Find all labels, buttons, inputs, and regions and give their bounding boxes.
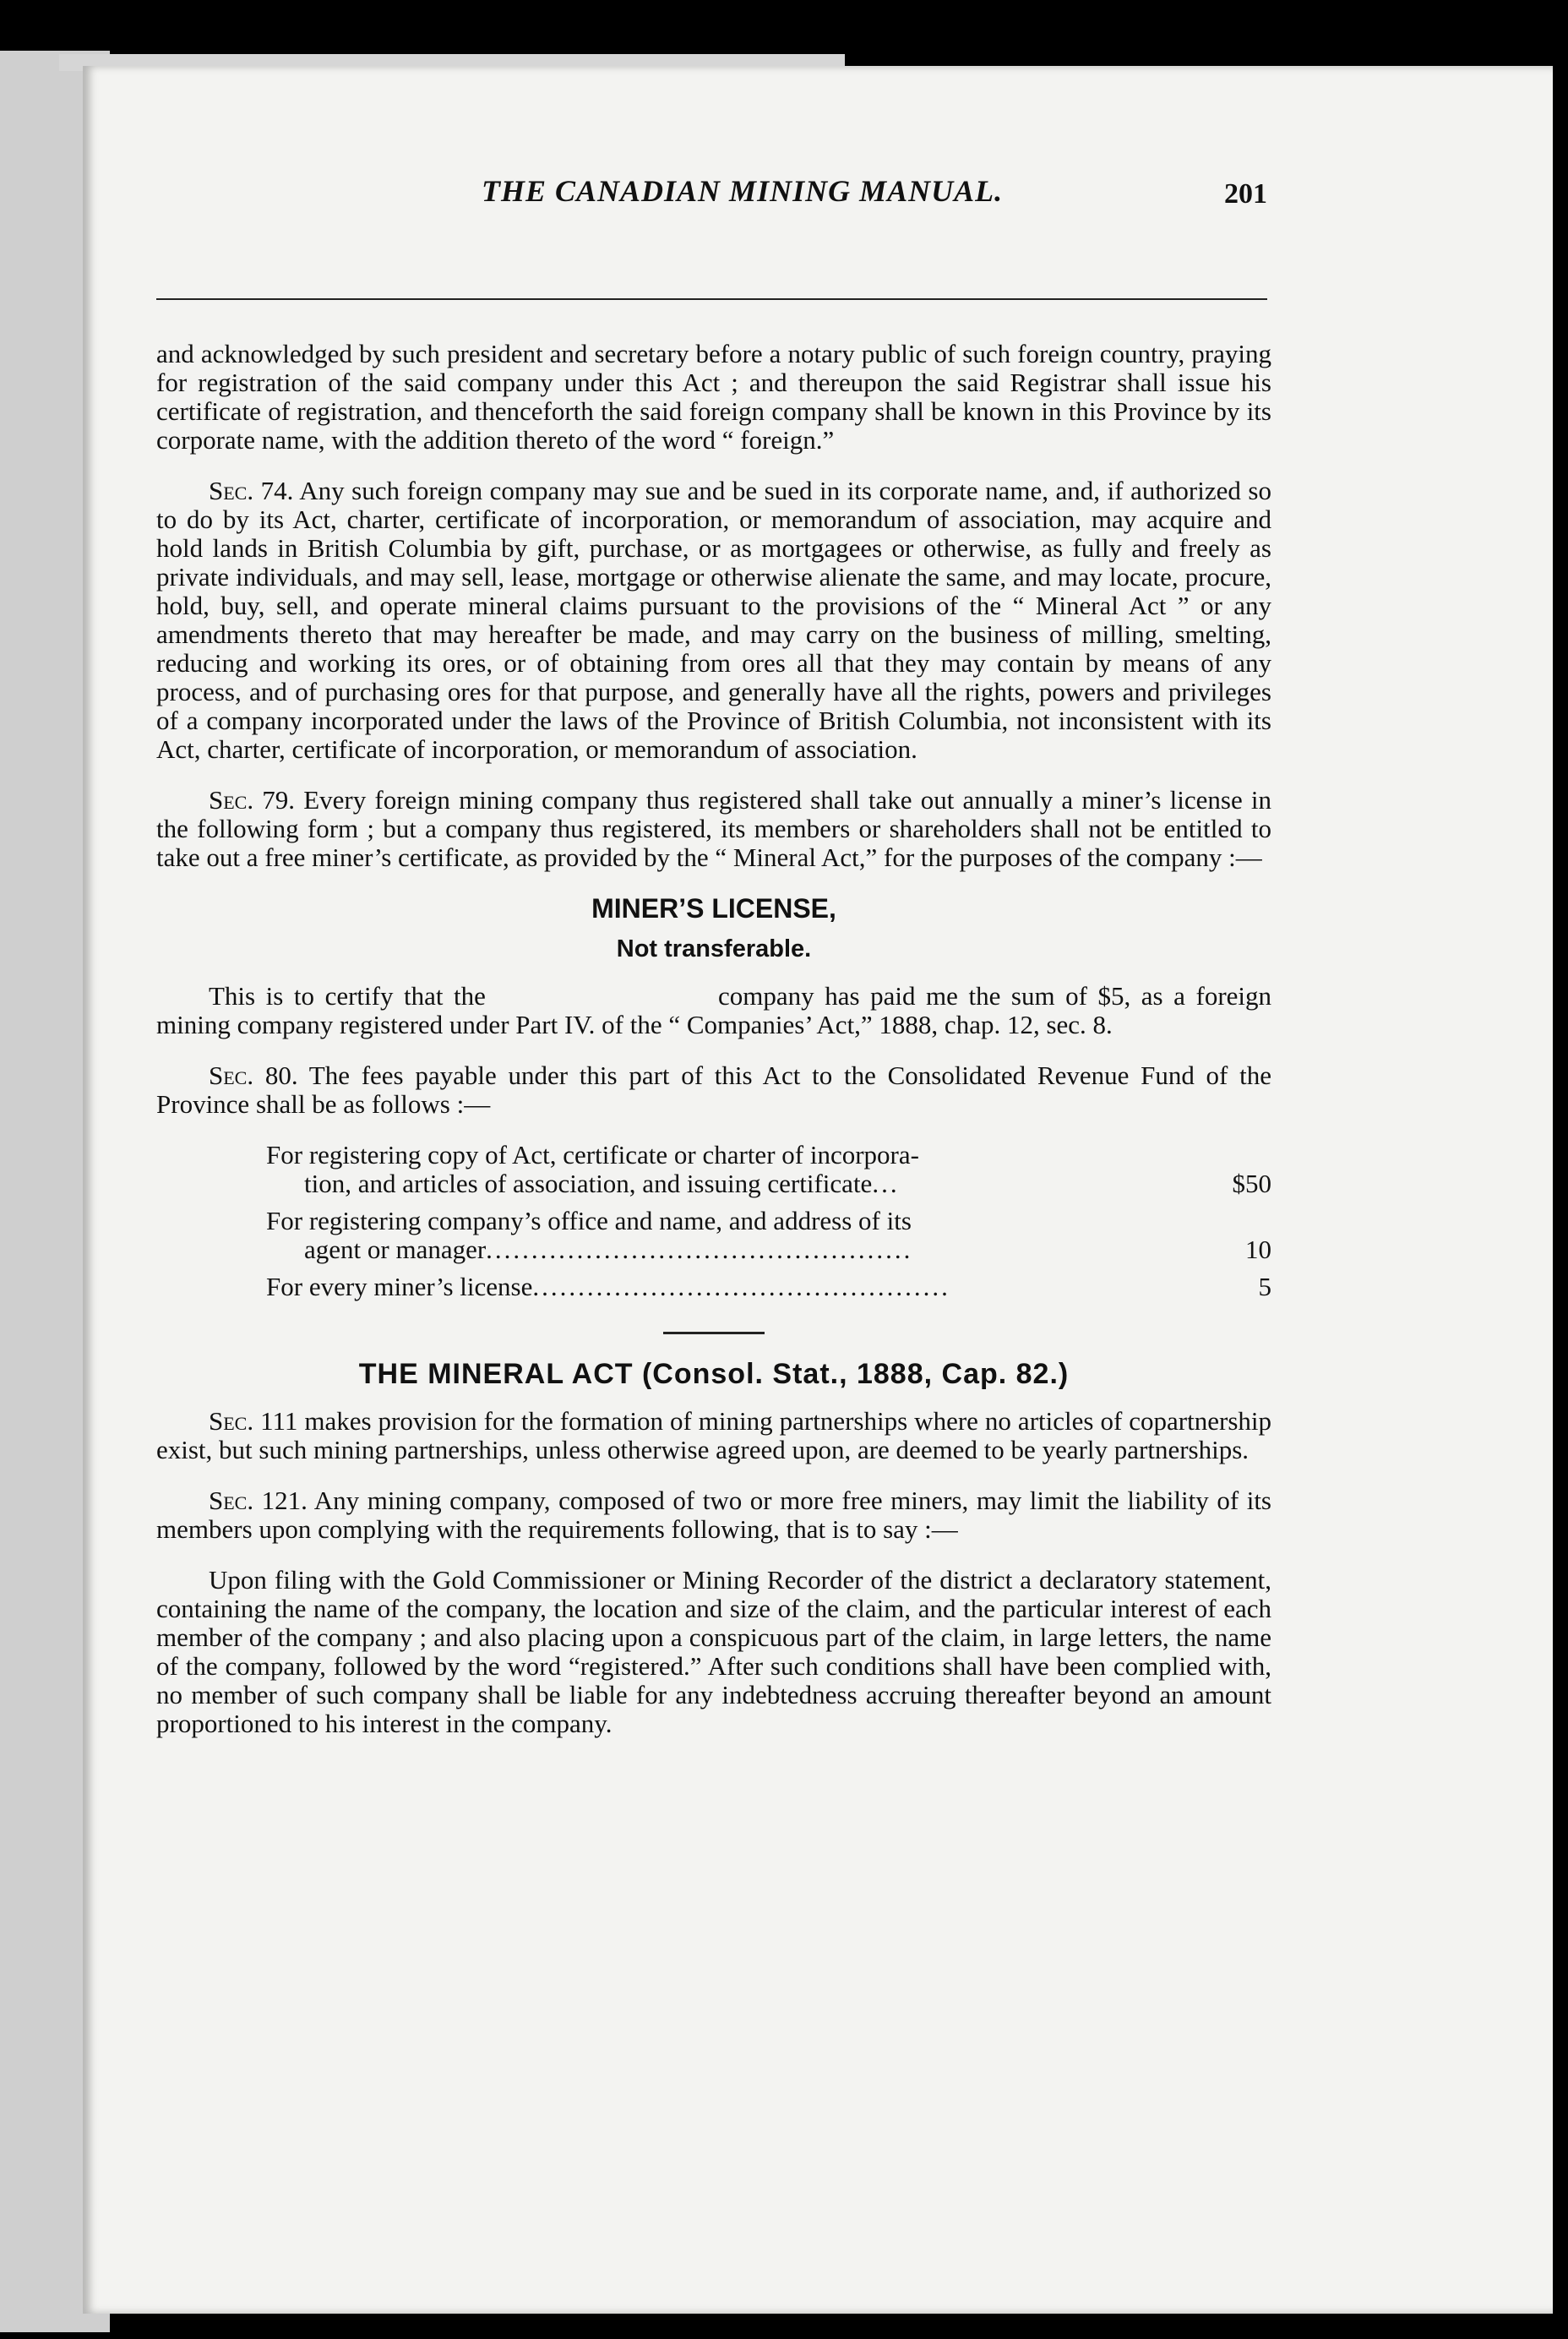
fee-line: For every miner’s license bbox=[266, 1272, 533, 1301]
fee-description bbox=[266, 1207, 1204, 1264]
fee-row bbox=[266, 1141, 1271, 1198]
fee-description bbox=[266, 1141, 1204, 1198]
license-text-a: This is to certify that the bbox=[209, 981, 486, 1011]
fee-row bbox=[266, 1273, 1271, 1301]
section-label: Sec. 80. bbox=[209, 1060, 298, 1090]
fee-line-text: tion, and articles of association, and issuing certificate bbox=[304, 1169, 873, 1198]
paragraph-continuation: and acknowledged by such president and secretary before a notary public of such foreign country, praying for registration of the said company under this Act ; and thereupon the said Registrar shall issue his certificate of registration, and thenceforth the said foreign company shall be known in this Province by its corporate name, with the addition thereto of the word “ foreign.” bbox=[156, 339, 1271, 455]
section-74 bbox=[156, 477, 1271, 764]
section-79 bbox=[156, 786, 1271, 872]
fee-line: For registering company’s office and name, and address of its bbox=[266, 1206, 912, 1235]
section-121 bbox=[156, 1486, 1271, 1544]
license-text-b: company has paid me the sum of $5, as a foreign mining company registered under Part IV. of the “ Companies’ Act,” 1888, chap. 12, sec. 8. bbox=[156, 981, 1272, 1039]
section-text: Any such foreign company may sue and be sued in its corporate name, and, if authorized so to do by its Act, charter, certificate of incorporation, or memorandum of association, may acquire and hold lands in British Columbia by gift, purchase, or as mortgagees or otherwise, as fully and freely as private individuals, and may sell, lease, mortgage or otherwise alienate the same, and may locate, procure, hold, buy, sell, and operate mineral claims pursuant to the provisions of the “ Mineral Act ” or any amendments thereto that may hereafter be made, and may carry on the business of milling, smelting, reducing and working its ores, or of obtaining from ores all that they may contain by means of any process, and of purchasing ores for that purpose, and generally have all the rights, powers and privileges of a company incorporated under the laws of the Province of British Columbia, not inconsistent with its Act, charter, certificate of incorporation, or memorandum of association. bbox=[156, 476, 1271, 764]
fee-amount: 10 bbox=[1245, 1235, 1271, 1264]
fee-line-continued bbox=[266, 1170, 1204, 1198]
page-header bbox=[156, 173, 1267, 224]
section-label: Sec. 121. bbox=[209, 1486, 308, 1515]
running-title: THE CANADIAN MINING MANUAL. bbox=[482, 174, 1004, 208]
final-paragraph: Upon filing with the Gold Commissioner or Mining Recorder of the district a declaratory statement, containing the name of the company, the location and size of the claim, and the particular interest of each member of the company ; and also placing upon a conspicuous part of the claim, in large letters, the name of the company, followed by the word “registered.” After such conditions shall have been complied with, no member of such company shall be liable for any indebtedness accruing thereafter beyond an amount proportioned to his interest in the company. bbox=[156, 1565, 1271, 1738]
section-80 bbox=[156, 1061, 1271, 1119]
fee-line-continued bbox=[266, 1235, 1204, 1264]
license-subheading: Not transferable. bbox=[616, 935, 812, 962]
fee-amount: 5 bbox=[1258, 1272, 1271, 1301]
fee-list bbox=[156, 1141, 1271, 1301]
page-body bbox=[156, 340, 1271, 1760]
page-number: 201 bbox=[1224, 178, 1267, 210]
fee-description bbox=[266, 1273, 1204, 1301]
section-label: Sec. 74. bbox=[209, 476, 294, 505]
section-label: Sec. 79. bbox=[209, 785, 296, 815]
section-text: The fees payable under this part of this Act to the Consolidated Revenue Fund of the Province shall be as follows :— bbox=[156, 1060, 1271, 1119]
license-text bbox=[156, 982, 1271, 1039]
section-111 bbox=[156, 1407, 1271, 1464]
section-label: Sec. 111 bbox=[209, 1406, 298, 1436]
dot-leader: ............................................... bbox=[486, 1235, 913, 1264]
mineral-act-heading: THE MINERAL ACT (Consol. Stat., 1888, Cap. 82.) bbox=[358, 1358, 1070, 1390]
license-heading: MINER’S LICENSE, bbox=[591, 893, 836, 924]
dot-leader: .............................................. bbox=[532, 1272, 950, 1301]
dot-leader: ... bbox=[872, 1169, 900, 1198]
fee-line-text: agent or manager bbox=[304, 1235, 487, 1264]
header-rule bbox=[156, 298, 1267, 300]
fee-line: For registering copy of Act, certificate or charter of incorpora- bbox=[266, 1140, 919, 1170]
section-divider bbox=[663, 1332, 765, 1334]
section-text: makes provision for the formation of mining partnerships where no articles of copartnership exist, but such mining partnerships, unless otherwise agreed upon, are deemed to be yearly partnerships. bbox=[156, 1406, 1271, 1464]
section-text: Any mining company, composed of two or more free miners, may limit the liability of its members upon complying with the requirements following, that is to say :— bbox=[156, 1486, 1271, 1544]
fee-amount: $50 bbox=[1232, 1169, 1271, 1198]
fee-row bbox=[266, 1207, 1271, 1264]
section-text: Every foreign mining company thus registered shall take out annually a miner’s license in the following form ; but a company thus registered, its members or shareholders shall not be entitled to take out a free miner’s certificate, as provided by the “ Mineral Act,” for the purposes of the company :— bbox=[156, 785, 1272, 872]
